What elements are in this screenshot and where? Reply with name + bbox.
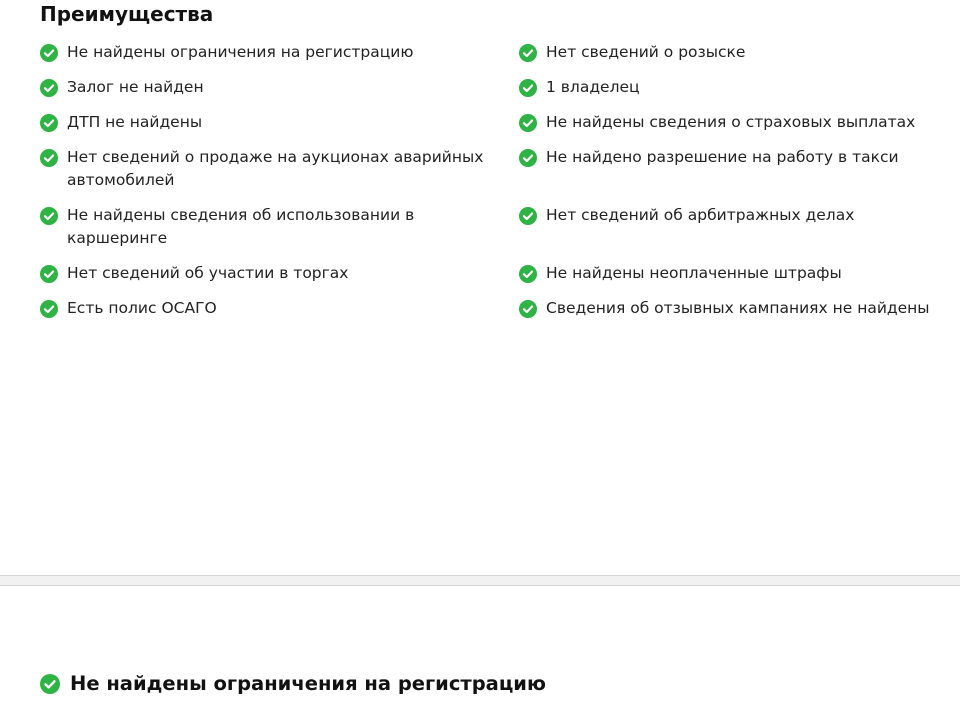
advantage-item [40,41,510,64]
check-circle-icon [40,300,58,318]
advantage-item [519,41,959,64]
advantage-item [40,76,510,99]
advantage-item [40,262,510,285]
check-circle-icon [519,114,537,132]
check-circle-icon [519,207,537,225]
advantage-text: Не найдены неоплаченные штрафы [546,264,842,282]
advantage-item [40,297,510,320]
check-circle-icon [519,149,537,167]
advantage-item [40,204,510,250]
advantage-text: Нет сведений об арбитражных делах [546,206,855,224]
advantage-item [519,297,959,320]
advantage-text: Залог не найден [67,78,204,96]
detail-section-header [40,671,546,697]
advantage-item [519,204,959,227]
section-divider [0,575,960,586]
check-circle-icon [40,207,58,225]
advantage-text: Не найдено разрешение на работу в такси [546,148,899,166]
advantage-item [40,111,510,134]
advantage-item [519,262,959,285]
check-circle-icon [40,265,58,283]
check-circle-icon [519,79,537,97]
check-circle-icon [519,44,537,62]
advantages-right-column [519,41,959,332]
advantage-text: 1 владелец [546,78,640,96]
check-circle-icon [519,265,537,283]
check-circle-icon [40,79,58,97]
advantage-text: Не найдены ограничения на регистрацию [67,43,414,61]
advantage-text: Нет сведений об участии в торгах [67,264,349,282]
advantage-text: ДТП не найдены [67,113,203,131]
check-circle-icon [40,114,58,132]
advantage-text: Не найдены сведения о страховых выплатах [546,113,916,131]
detail-heading: Не найдены ограничения на регистрацию [70,672,546,695]
check-circle-icon [40,44,58,62]
advantage-item [519,146,959,169]
advantage-item [519,76,959,99]
advantage-item [40,146,510,192]
advantage-text: Не найдены сведения об использовании в каршеринге [67,206,415,247]
advantage-item [519,111,959,134]
advantage-text: Сведения об отзывных кампаниях не найдены [546,299,930,317]
section-title: Преимущества [40,2,214,26]
check-circle-icon [40,149,58,167]
check-circle-icon [519,300,537,318]
check-circle-icon [40,674,60,694]
advantages-left-column [40,41,510,332]
advantage-text: Нет сведений о розыске [546,43,746,61]
advantage-text: Нет сведений о продаже на аукционах аварийных автомобилей [67,148,484,189]
advantage-text: Есть полис ОСАГО [67,299,217,317]
